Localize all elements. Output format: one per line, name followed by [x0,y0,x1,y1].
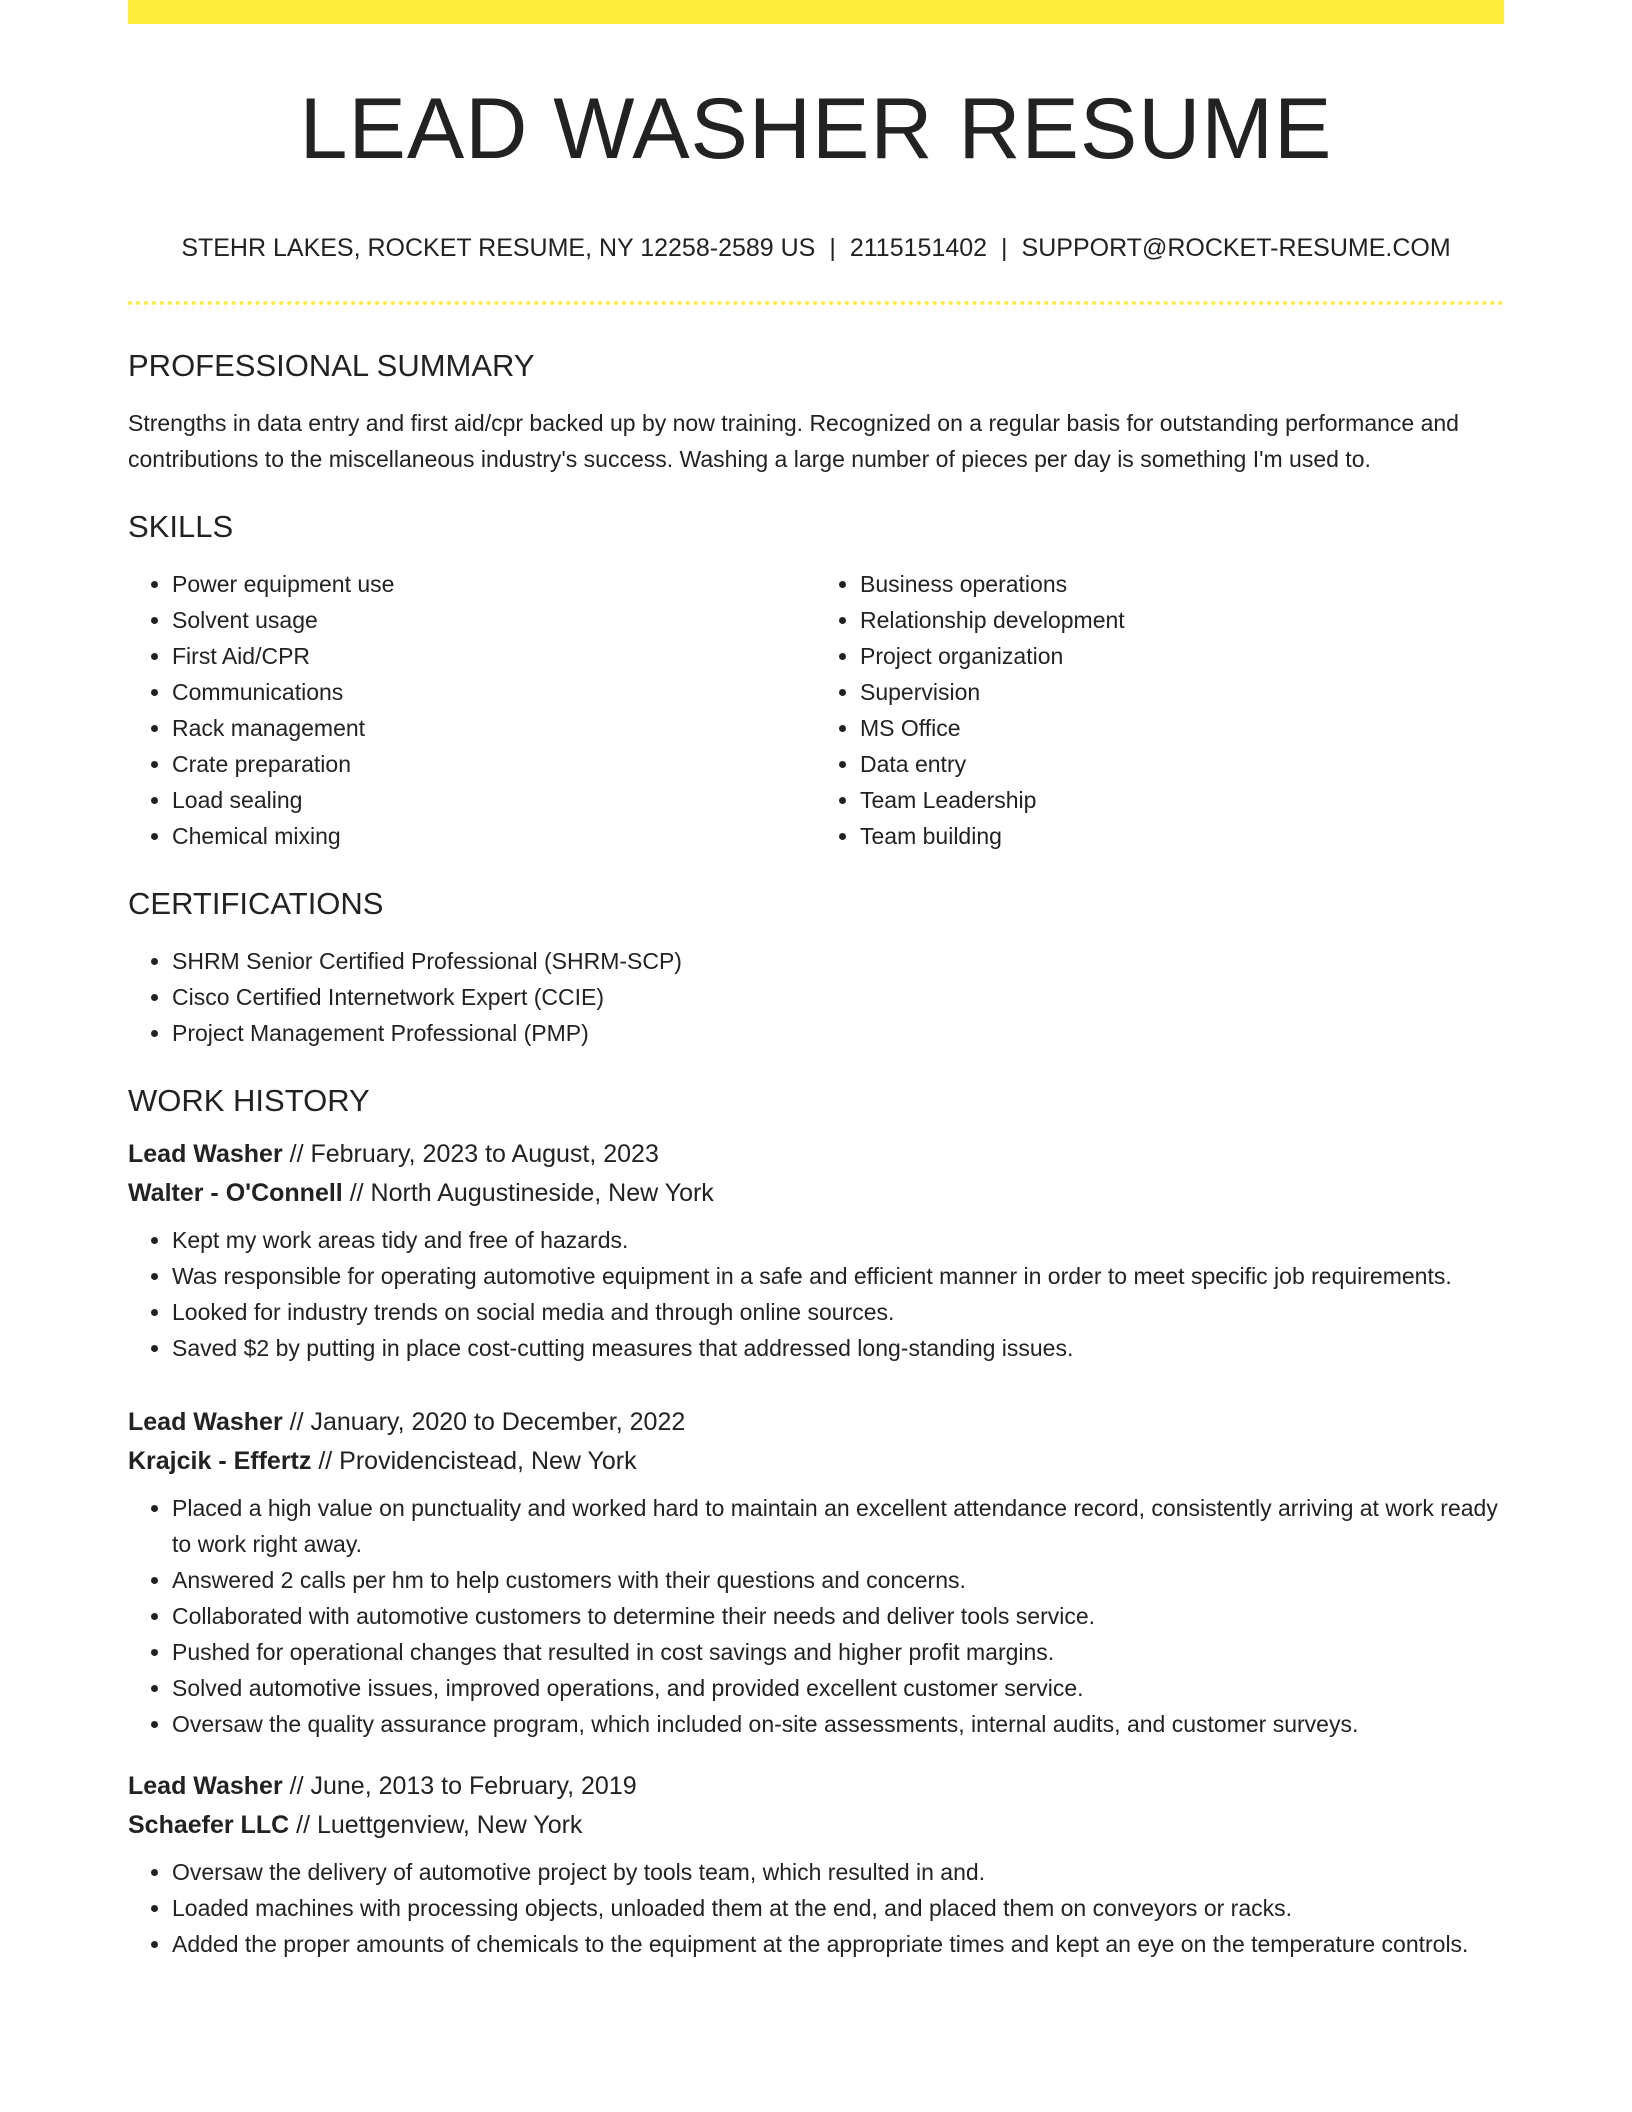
job-bullet: • Kept my work areas tidy and free of hazards. [172,1222,1504,1258]
job-bullet: • Saved $2 by putting in place cost-cutting measures that addressed long-standing issues. [172,1330,1504,1366]
skills-list-left [128,566,816,854]
certifications-section [128,888,1504,1051]
resume-title: LEAD WASHER RESUME [299,81,1333,177]
skill-item: • Load sealing [172,782,816,818]
certification-item: • Project Management Professional (PMP) [172,1015,1504,1051]
certifications-list [128,943,1504,1051]
contact-address: STEHR LAKES, ROCKET RESUME, NY 12258-2589 US [181,234,816,262]
job-bullet: • Looked for industry trends on social media and through online sources. [172,1294,1504,1330]
skill-item: • Relationship development [860,602,1504,638]
job-entry [128,1410,1504,1742]
skill-item: • Rack management [172,710,816,746]
job-title-line [128,1774,1504,1799]
contact-email: SUPPORT@ROCKET-RESUME.COM [1021,234,1451,262]
skill-item: • Project organization [860,638,1504,674]
section-heading-certifications: CERTIFICATIONS [128,886,384,921]
skill-item: • Supervision [860,674,1504,710]
job-dates: // June, 2013 to February, 2019 [289,1772,637,1800]
job-bullet: • Pushed for operational changes that resulted in cost savings and higher profit margins. [172,1634,1504,1670]
job-title-line [128,1410,1504,1435]
top-accent-bar [128,0,1504,24]
section-heading-skills: SKILLS [128,509,234,544]
job-bullets [128,1490,1504,1742]
skills-columns [128,566,1504,854]
skill-item: • Data entry [860,746,1504,782]
skill-item: • Team building [860,818,1504,854]
certification-item: • SHRM Senior Certified Professional (SHRM-SCP) [172,943,1504,979]
job-location: // Luettgenview, New York [296,1811,583,1839]
skills-section [128,511,1504,854]
job-company: Schaefer LLC [128,1811,290,1839]
job-company-line [128,1181,1504,1206]
contact-separator: | [1001,234,1008,262]
job-bullet: • Loaded machines with processing objects, unloaded them at the end, and placed them on conveyors or racks. [172,1890,1504,1926]
skill-item: • Chemical mixing [172,818,816,854]
job-location: // Providencistead, New York [318,1447,637,1475]
job-title: Lead Washer [128,1140,283,1168]
skills-list-right [816,566,1504,854]
job-title: Lead Washer [128,1408,283,1436]
job-bullets [128,1854,1504,1962]
skill-item: • Business operations [860,566,1504,602]
job-location: // North Augustineside, New York [349,1179,714,1207]
skill-item: • Crate preparation [172,746,816,782]
job-entry [128,1142,1504,1366]
job-bullet: • Oversaw the quality assurance program, which included on-site assessments, internal audits, and customer surveys. [172,1706,1504,1742]
job-bullet: • Oversaw the delivery of automotive project by tools team, which resulted in and. [172,1854,1504,1890]
contact-line [128,236,1504,261]
work-history-section [128,1085,1504,1962]
job-entry [128,1774,1504,1962]
job-bullet: • Answered 2 calls per hm to help customers with their questions and concerns. [172,1562,1504,1598]
job-company: Krajcik - Effertz [128,1447,312,1475]
resume-page [128,0,1504,1962]
skill-item: • Communications [172,674,816,710]
job-dates: // February, 2023 to August, 2023 [289,1140,659,1168]
summary-text: Strengths in data entry and first aid/cpr backed up by now training. Recognized on a regular basis for outstanding performance and contributions to the miscellaneous industry's success. Washing a large number of pieces per day is something I'm used to. [128,410,1459,472]
skill-item: • Power equipment use [172,566,816,602]
dotted-divider [128,301,1504,305]
job-bullet: • Was responsible for operating automotive equipment in a safe and efficient manner in order to meet specific job requirements. [172,1258,1504,1294]
job-title: Lead Washer [128,1772,283,1800]
contact-phone: 2115151402 [849,234,988,262]
skill-item: • Solvent usage [172,602,816,638]
skill-item: • Team Leadership [860,782,1504,818]
job-bullets [128,1222,1504,1366]
job-bullet: • Collaborated with automotive customers to determine their needs and deliver tools service. [172,1598,1504,1634]
job-company: Walter - O'Connell [128,1179,343,1207]
job-title-line [128,1142,1504,1167]
job-bullet: • Added the proper amounts of chemicals to the equipment at the appropriate times and kept an eye on the temperature controls. [172,1926,1504,1962]
job-bullet: • Placed a high value on punctuality and worked hard to maintain an excellent attendance record, consistently arriving at work ready to work right away. [172,1490,1504,1562]
section-heading-summary: PROFESSIONAL SUMMARY [128,348,535,383]
section-heading-work-history: WORK HISTORY [128,1083,370,1118]
summary-section [128,350,1504,477]
job-company-line [128,1449,1504,1474]
skill-item: • MS Office [860,710,1504,746]
skill-item: • First Aid/CPR [172,638,816,674]
contact-separator: | [829,234,836,262]
certification-item: • Cisco Certified Internetwork Expert (CCIE) [172,979,1504,1015]
job-company-line [128,1813,1504,1838]
job-bullet: • Solved automotive issues, improved operations, and provided excellent customer service. [172,1670,1504,1706]
job-dates: // January, 2020 to December, 2022 [289,1408,686,1436]
